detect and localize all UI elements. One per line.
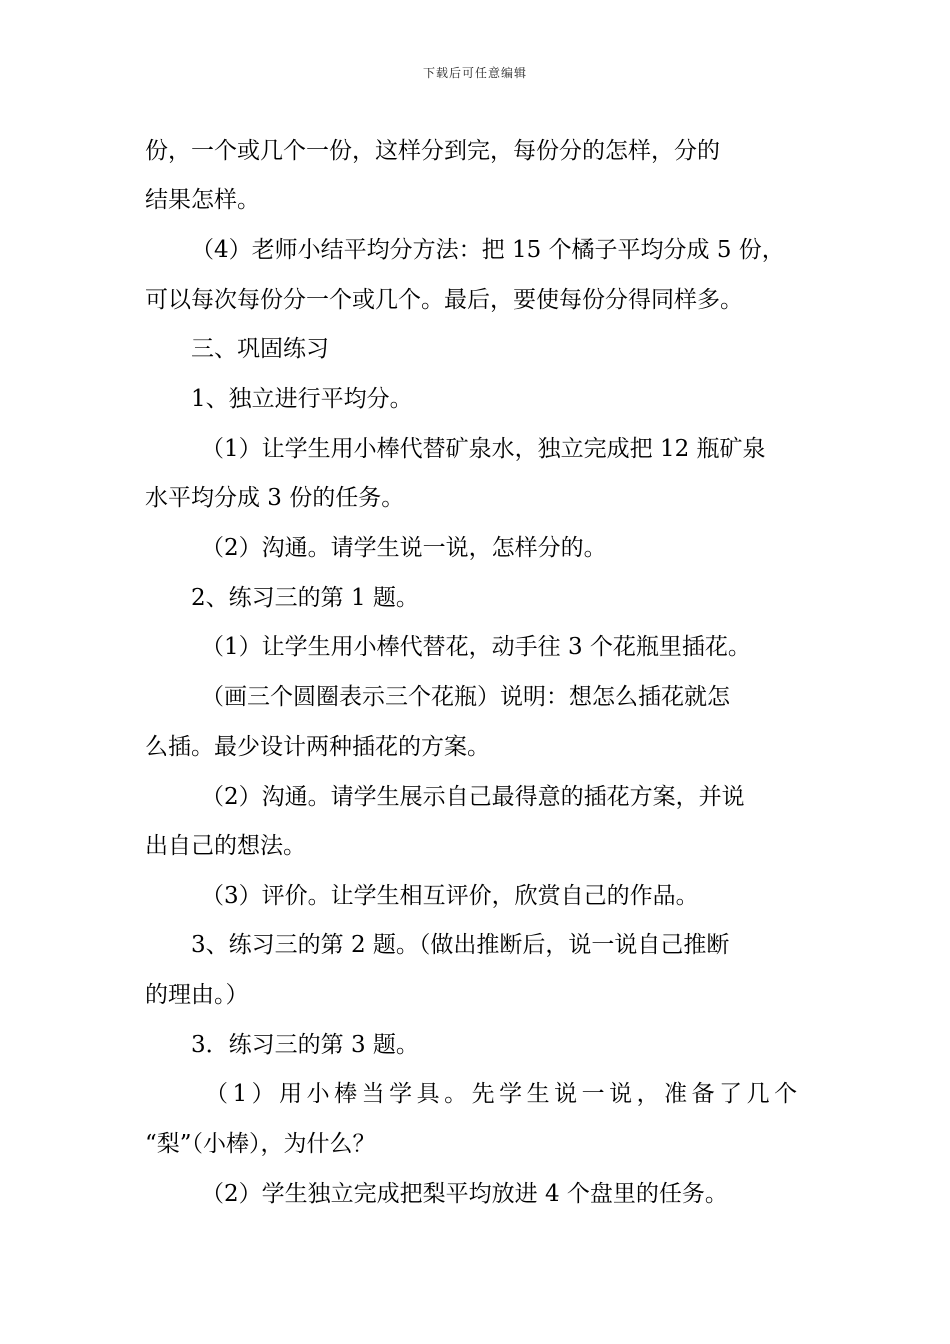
- text-line: （2）沟通。请学生说一说，怎样分的。: [201, 535, 607, 561]
- text-line: （1）用小棒当学具。先学生说一说，准备了几个: [205, 1081, 802, 1107]
- text-line: （3）评价。让学生相互评价，欣赏自己的作品。: [201, 883, 699, 909]
- text-line: 1、独立进行平均分。: [191, 386, 413, 412]
- page-header: 下载后可任意编辑: [422, 66, 527, 80]
- text-line: 结果怎样。: [145, 187, 260, 213]
- text-line: 3．练习三的第 3 题。: [191, 1032, 419, 1058]
- text-line: 么插。最少设计两种插花的方案。: [145, 734, 490, 760]
- text-line: （4）老师小结平均分方法：把 15 个橘子平均分成 5 份，: [191, 237, 785, 263]
- text-line: 份，一个或几个一份，这样分到完，每份分的怎样，分的: [145, 138, 720, 164]
- text-line: “梨”（小棒），为什么？: [145, 1131, 376, 1157]
- text-line: （画三个圆圈表示三个花瓶）说明：想怎么插花就怎: [201, 684, 730, 710]
- text-line: （1）让学生用小棒代替花，动手往 3 个花瓶里插花。: [201, 634, 751, 660]
- text-line: （1）让学生用小棒代替矿泉水，独立完成把 12 瓶矿泉: [201, 436, 766, 462]
- text-line: 可以每次每份分一个或几个。最后，要使每份分得同样多。: [145, 287, 743, 313]
- text-line: （2）学生独立完成把梨平均放进 4 个盘里的任务。: [201, 1181, 728, 1207]
- text-line: 2、练习三的第 1 题。: [191, 585, 419, 611]
- text-line: 水平均分成 3 份的任务。: [145, 485, 405, 511]
- text-line: 的理由。）: [145, 982, 249, 1008]
- section-heading: 三、巩固练习: [191, 336, 329, 362]
- text-line: （2）沟通。请学生展示自己最得意的插花方案，并说: [201, 784, 745, 810]
- text-line: 3、练习三的第 2 题。（做出推断后，说一说自己推断: [191, 932, 730, 958]
- text-line: 出自己的想法。: [145, 833, 306, 859]
